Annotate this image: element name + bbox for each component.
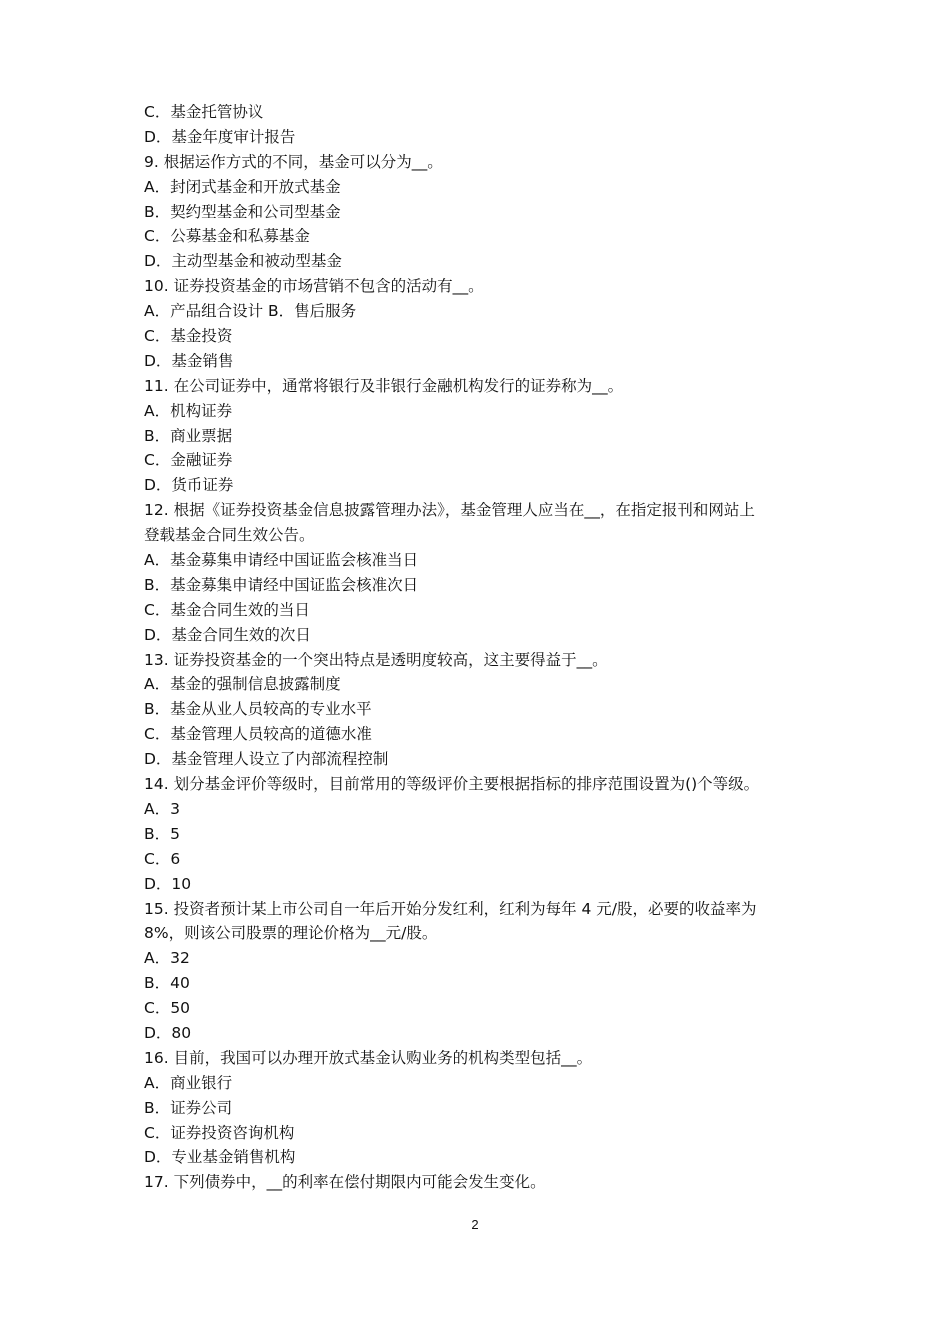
text-line: D．基金销售 [144, 351, 234, 370]
text-line: 14. 划分基金评价等级时，目前常用的等级评价主要根据指标的排序范围设置为()个等级。 [144, 775, 760, 794]
text-line: 9. 根据运作方式的不同，基金可以分为__。 [144, 152, 443, 171]
page-content [144, 100, 824, 1195]
text-line: B．5 [144, 824, 180, 843]
text-line: C．金融证券 [144, 451, 233, 470]
text-line: 12. 根据《证券投资基金信息披露管理办法》，基金管理人应当在__，在指定报刊和网站上 [144, 501, 755, 520]
text-line: D．基金合同生效的次日 [144, 625, 311, 644]
text-line: D．基金管理人设立了内部流程控制 [144, 750, 389, 769]
text-line: C．基金托管协议 [144, 103, 264, 121]
text-line: 11. 在公司证券中，通常将银行及非银行金融机构发行的证券称为__。 [144, 376, 624, 395]
text-line: 10. 证券投资基金的市场营销不包含的活动有__。 [144, 277, 484, 296]
text-line: D．80 [144, 1023, 192, 1042]
text-line: A．商业银行 [144, 1073, 233, 1092]
text-line: B．证券公司 [144, 1098, 233, 1117]
text-line: 16. 目前，我国可以办理开放式基金认购业务的机构类型包括__。 [144, 1048, 593, 1067]
text-line: C．基金管理人员较高的道德水准 [144, 725, 372, 744]
text-line: A．基金募集申请经中国证监会核准当日 [144, 551, 419, 570]
text-line: C．基金投资 [144, 327, 233, 346]
text-line: B．基金从业人员较高的专业水平 [144, 700, 372, 719]
text-line: C．证券投资咨询机构 [144, 1123, 295, 1142]
text-line: D．专业基金销售机构 [144, 1148, 296, 1167]
text-line: 15. 投资者预计某上市公司自一年后开始分发红利，红利为每年 4 元/股，必要的收益率为 [144, 899, 757, 918]
text-line: D．基金年度审计报告 [144, 127, 296, 146]
text-line: C．基金合同生效的当日 [144, 600, 310, 619]
text-line: A．基金的强制信息披露制度 [144, 675, 341, 694]
text-line: D．主动型基金和被动型基金 [144, 252, 342, 271]
text-line: D．10 [144, 874, 192, 893]
text-line: D．货币证券 [144, 476, 234, 495]
text-line: 13. 证券投资基金的一个突出特点是透明度较高，这主要得益于__。 [144, 650, 608, 669]
text-line: A．32 [144, 949, 190, 968]
text-line: A．机构证券 [144, 401, 233, 420]
text-line: C．50 [144, 999, 191, 1018]
text-line: 17. 下列债券中，__的利率在偿付期限内可能会发生变化。 [144, 1173, 546, 1192]
text-line: C．公募基金和私募基金 [144, 227, 310, 246]
text-line: B．契约型基金和公司型基金 [144, 202, 341, 221]
text-line: A．3 [144, 799, 180, 818]
text-line: C．6 [144, 849, 181, 868]
text-line: 登载基金合同生效公告。 [144, 526, 315, 545]
text-line: B．基金募集申请经中国证监会核准次日 [144, 575, 419, 594]
text-line: A．产品组合设计 B．售后服务 [144, 302, 357, 321]
page-number: 2 [471, 1217, 479, 1232]
text-line: B．40 [144, 974, 190, 993]
text-line: B．商业票据 [144, 426, 233, 445]
text-line: A．封闭式基金和开放式基金 [144, 177, 341, 196]
text-line: 8%，则该公司股票的理论价格为__元/股。 [144, 924, 438, 943]
